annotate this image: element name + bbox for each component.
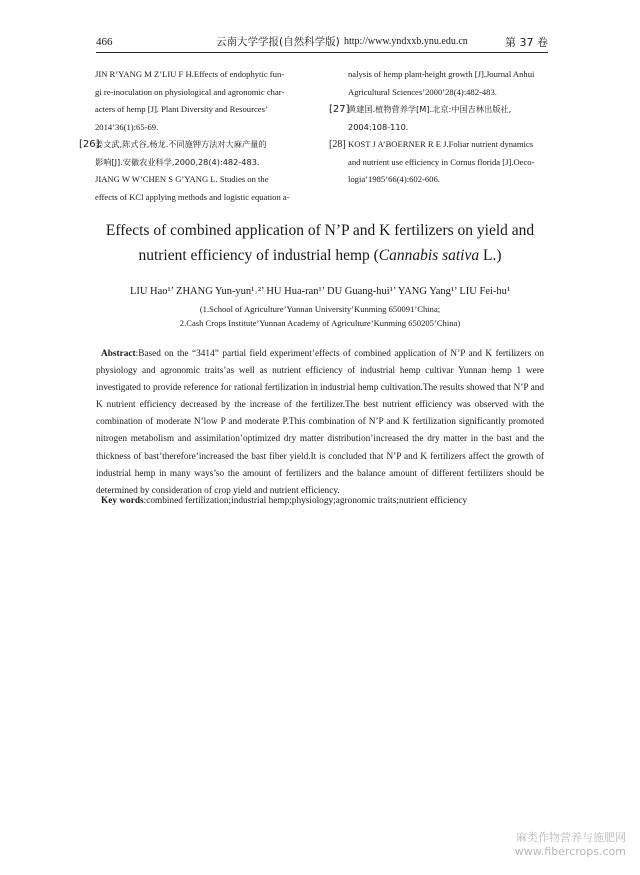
title-line-2-start: nutrient efficiency of industrial hemp ( (138, 247, 379, 264)
reference-line: nalysis of hemp plant-height growth [J].Journal Anhui (348, 69, 535, 79)
reference-line: gi re-inoculation on physiological and agronomic char- (95, 86, 285, 97)
reference-line: effects of KCl applying methods and logistic equation a- (95, 191, 290, 202)
reference-line: and nutrient use efficiency in Cornus florida [J].Oeco- (348, 156, 535, 167)
paper-title (80, 218, 560, 268)
header-rule (96, 52, 548, 53)
journal-url[interactable]: http://www.yndxxb.ynu.edu.cn (344, 36, 468, 47)
reference-line: KOST J A’BOERNER R E J.Foliar nutrient dynamics (348, 139, 534, 149)
reference-line: 2004:108-110. (348, 121, 409, 132)
affiliation-1: (1.School of Agriculture’Yunnan University’Kunming 650091’China; (199, 304, 441, 314)
reference-number: [28] (329, 139, 346, 150)
reference-line: logia’1985’66(4):602-606. (348, 174, 440, 184)
reference-entry (95, 171, 327, 206)
abstract (96, 346, 544, 500)
reference-line: JIN R’YANG M Z’LIU F H.Effects of endophytic fun- (95, 69, 285, 79)
title-line-1: Effects of combined application of N’P and K fertilizers on yield and (105, 222, 535, 239)
reference-number: [26] (79, 139, 100, 150)
author-list: LIU Hao¹’ ZHANG Yun-yun¹˒²’ HU Hua-ran¹’ DU Guang-hui¹’ YANG Yang¹’ LIU Fei-hu¹ (129, 286, 511, 297)
reference-entry (329, 101, 548, 136)
title-line-2 (80, 243, 560, 268)
affiliation-2: 2.Cash Crops Institute’Yunnan Academy of Agriculture’Kunming 650205’China) (179, 318, 461, 328)
reference-line: acters of hemp [J]. Plant Diversity and Resources’ (95, 104, 268, 114)
keywords-label: Key words (101, 496, 144, 506)
running-header (96, 34, 548, 54)
volume-label: 第 37 卷 (505, 36, 548, 49)
reference-number: [27] (329, 104, 350, 115)
watermark-text: 麻类作物营养与施肥网 (516, 831, 626, 844)
reference-line: 黄建国.植物营养学[M].北京:中国吉林出版社, (348, 104, 512, 114)
watermark-url: www.fibercrops.com (514, 845, 626, 858)
abstract-text: :Based on the “3414” partial field experiment’effects of combined application of N’P and K fertilizers on physiology and agronomic traits’as well as nutrient efficiency of industrial hemp cultivar Yunnan hemp 1 were investigated to provide reference for rational fertilization in industrial hemp cultivation.The results showed that N’P and K nutrient efficiency decreased by the increase of the fertilizer.The best nutrient efficiency was observed with the combination of moderate N’low P and moderate P.This combination of N’P and K fertilization significantly promoted nitrogen metabolism and assimilation’optimized dry matter distribution’increased the dry matter in the bast and the thickness of bast’therefore’increased the bast fiber yield.It is concluded that N’P and K fertilizers affect the growth of industrial hemp in many ways’so the amount of fertilizers and the balance amount of different fertilizers should be determined by consideration of crop yield and nutrient efficiency. (96, 349, 544, 496)
title-species: Cannabis sativa (378, 247, 480, 264)
references-right-column (329, 66, 548, 189)
references-left-column (79, 66, 327, 206)
reference-entry (79, 136, 327, 171)
reference-line: Agricultural Sciences’2000’28(4):482-483. (348, 86, 497, 97)
reference-entry (329, 136, 548, 189)
abstract-label: Abstract (101, 349, 136, 359)
reference-entry (95, 66, 327, 136)
keywords (96, 496, 544, 506)
keywords-text: :combined fertilization;industrial hemp;physiology;agronomic traits;nutrient efficiency (143, 496, 468, 506)
reference-line: 2014’36(1):65-69. (95, 121, 159, 132)
reference-line: 姜文武,陈式谷,杨龙.不同施钾方法对大麻产量的 (95, 139, 267, 149)
watermark (515, 831, 626, 859)
reference-line: JIANG W W’CHEN S G’YANG L. Studies on the (95, 174, 269, 184)
journal-name: 云南大学学报(自然科学版) (216, 36, 340, 48)
reference-entry (348, 66, 548, 101)
page-number: 466 (96, 36, 113, 48)
reference-line: 影响[J].安徽农业科学,2000,28(4):482-483. (95, 156, 260, 167)
title-line-2-end: L.) (479, 247, 502, 264)
